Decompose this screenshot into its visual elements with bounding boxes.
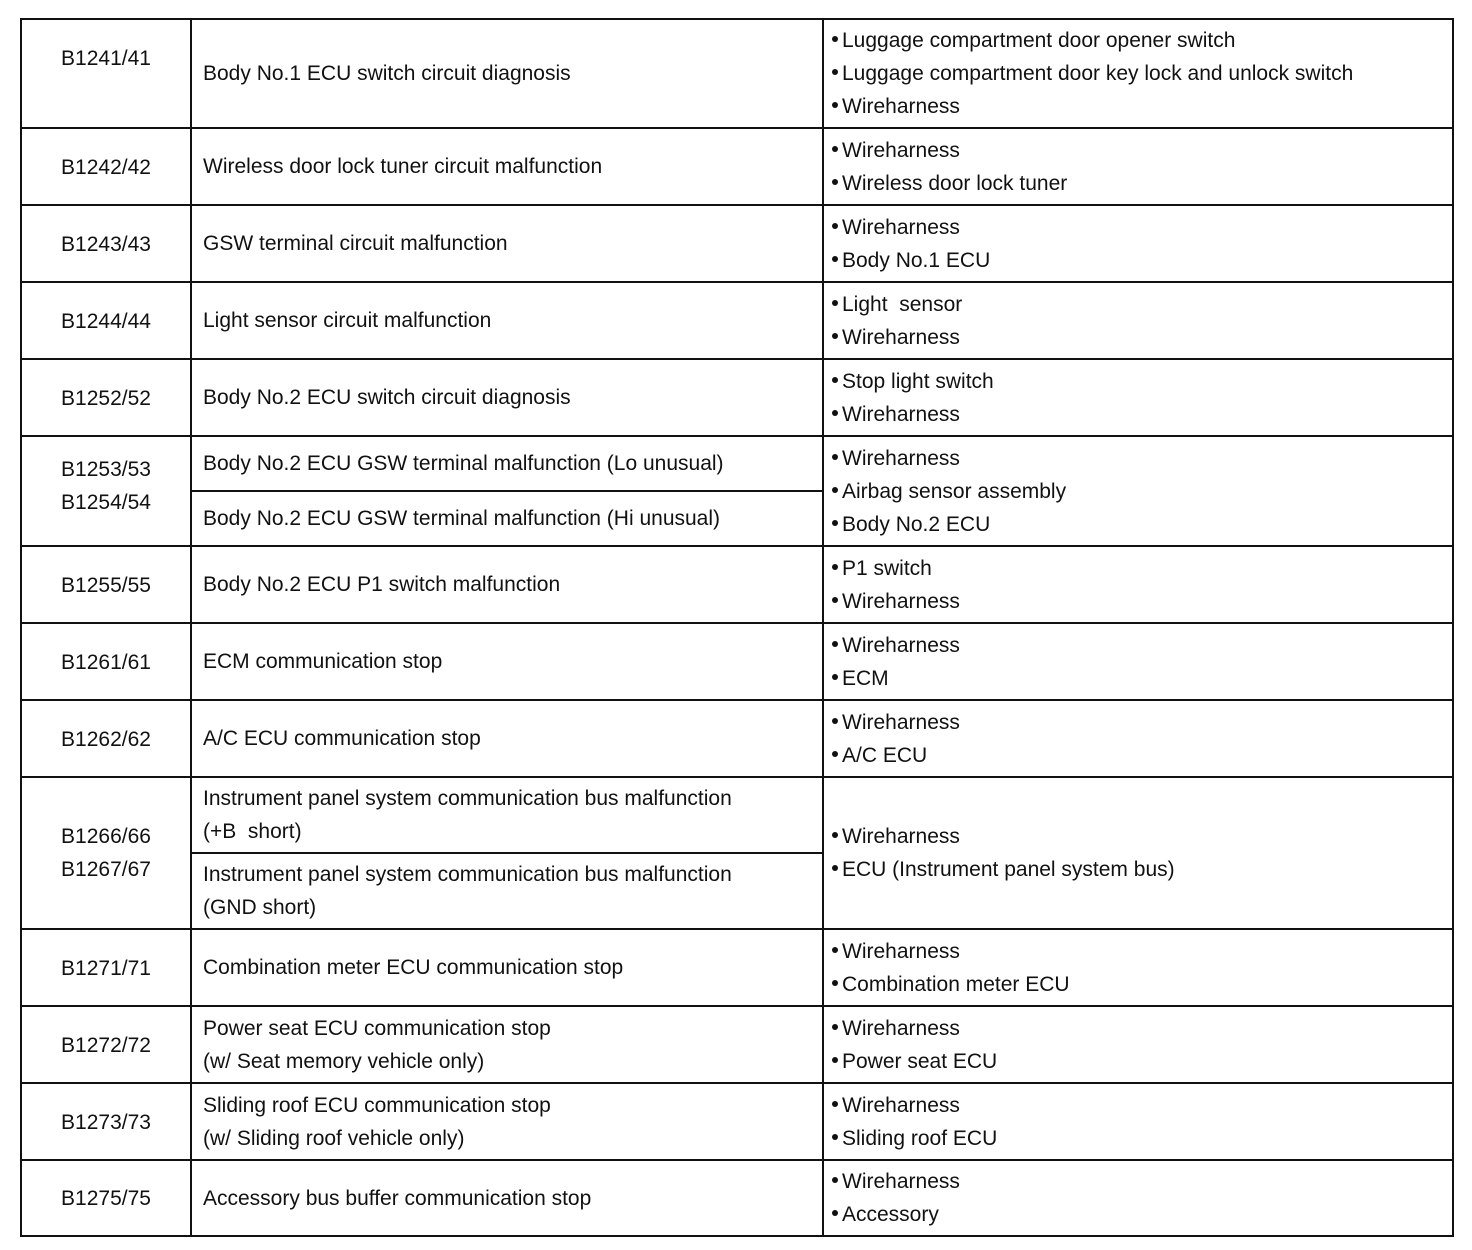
description-cell [191, 777, 823, 853]
list-item [832, 739, 1442, 772]
description-text: A/C ECU communication stop [203, 727, 481, 750]
bullet-icon [832, 179, 838, 185]
trouble-area-text: Combination meter ECU [842, 972, 1070, 996]
trouble-area-cell [823, 700, 1453, 777]
trouble-area-text: Wireharness [842, 1170, 960, 1193]
dtc-code: B1254/54 [61, 491, 151, 514]
trouble-area-cell [823, 623, 1453, 700]
description-cell [191, 128, 823, 205]
dtc-code-cell [21, 546, 191, 623]
description-cell [191, 359, 823, 436]
dtc-code-cell [21, 205, 191, 282]
trouble-area-text: ECU (Instrument panel system bus) [842, 858, 1175, 881]
dtc-code: B1267/67 [61, 858, 151, 881]
dtc-code: B1243/43 [61, 233, 151, 256]
list-item [832, 853, 1442, 886]
trouble-area-list [832, 24, 1442, 123]
table-row [21, 1006, 1453, 1083]
trouble-area-list [832, 365, 1442, 431]
description-text: (w/ Seat memory vehicle only) [203, 1049, 485, 1073]
table-row [21, 546, 1453, 623]
dtc-code-cell [21, 436, 191, 546]
list-item [832, 552, 1442, 585]
dtc-code: B1241/41 [61, 47, 151, 70]
trouble-area-text: Wireharness [842, 1093, 960, 1117]
description-text: GSW terminal circuit malfunction [203, 232, 508, 255]
dtc-code-cell [21, 777, 191, 929]
trouble-area-text: Wireharness [842, 1016, 960, 1040]
description-cell [191, 700, 823, 777]
dtc-code: B1273/73 [61, 1111, 151, 1134]
trouble-area-cell [823, 929, 1453, 1006]
trouble-area-text: Wireharness [842, 95, 960, 118]
trouble-area-text: Light sensor [842, 292, 963, 316]
bullet-icon [832, 980, 838, 986]
description-cell [191, 853, 823, 929]
bullet-icon [832, 641, 838, 647]
dtc-table [20, 18, 1454, 1237]
trouble-area-text: Wireharness [842, 589, 960, 613]
bullet-icon [832, 487, 838, 493]
list-item [832, 508, 1442, 541]
trouble-area-cell [823, 205, 1453, 282]
description-text: Instrument panel system communication bus malfunction [203, 787, 732, 810]
dtc-code: B1244/44 [61, 310, 151, 333]
description-text: Wireless door lock tuner circuit malfunction [203, 155, 603, 178]
table-row [21, 359, 1453, 436]
trouble-area-text: Stop light switch [842, 369, 994, 393]
dtc-code: B1252/52 [61, 387, 151, 410]
trouble-area-text: Airbag sensor assembly [842, 479, 1067, 503]
table-row [21, 700, 1453, 777]
description-text: Light sensor circuit malfunction [203, 309, 492, 332]
description-cell [191, 623, 823, 700]
trouble-area-list [832, 442, 1442, 541]
dtc-code-cell [21, 929, 191, 1006]
trouble-area-text: Wireharness [842, 939, 960, 963]
description-cell [191, 205, 823, 282]
trouble-area-text: ECM [842, 666, 889, 690]
trouble-area-list [832, 935, 1442, 1001]
description-cell [191, 546, 823, 623]
trouble-area-text: Luggage compartment door opener switch [842, 29, 1236, 52]
table-row [21, 929, 1453, 1006]
list-item [832, 321, 1442, 354]
trouble-area-text: Wireharness [842, 138, 960, 162]
bullet-icon [832, 1057, 838, 1063]
description-text: (+B short) [203, 820, 302, 843]
trouble-area-cell [823, 282, 1453, 359]
description-cell [191, 491, 823, 546]
dtc-code: B1275/75 [61, 1186, 151, 1210]
trouble-area-text: Wireharness [842, 446, 960, 470]
trouble-area-text: Power seat ECU [842, 1049, 998, 1073]
list-item [832, 585, 1442, 618]
trouble-area-cell [823, 359, 1453, 436]
trouble-area-cell [823, 546, 1453, 623]
list-item [832, 24, 1442, 57]
trouble-area-list [832, 288, 1442, 354]
table-row [21, 205, 1453, 282]
dtc-code-cell [21, 282, 191, 359]
description-cell [191, 1160, 823, 1236]
description-cell [191, 19, 823, 128]
description-text: Body No.1 ECU switch circuit diagnosis [203, 62, 571, 85]
bullet-icon [832, 333, 838, 339]
description-cell [191, 1006, 823, 1083]
bullet-icon [832, 564, 838, 570]
bullet-icon [832, 69, 838, 75]
dtc-code-cell [21, 1160, 191, 1236]
list-item [832, 244, 1442, 277]
table-row [21, 282, 1453, 359]
table-row [21, 1160, 1453, 1236]
dtc-code: B1255/55 [61, 574, 151, 597]
table-row [21, 128, 1453, 205]
table-row [21, 777, 1453, 853]
trouble-area-cell [823, 1006, 1453, 1083]
dtc-code-cell [21, 359, 191, 436]
list-item [832, 662, 1442, 695]
trouble-area-list [832, 629, 1442, 695]
list-item [832, 1198, 1442, 1231]
description-text: Body No.2 ECU switch circuit diagnosis [203, 386, 571, 409]
trouble-area-list [832, 552, 1442, 618]
list-item [832, 1122, 1442, 1155]
bullet-icon [832, 865, 838, 871]
trouble-area-cell [823, 128, 1453, 205]
trouble-area-list [832, 1012, 1442, 1078]
dtc-code: B1272/72 [61, 1034, 151, 1057]
list-item [832, 820, 1442, 853]
trouble-area-list [832, 820, 1442, 886]
trouble-area-text: A/C ECU [842, 743, 928, 767]
trouble-area-list [832, 1089, 1442, 1155]
trouble-area-text: Wireharness [842, 825, 960, 848]
trouble-area-cell [823, 777, 1453, 929]
trouble-area-text: Wireharness [842, 710, 960, 734]
bullet-icon [832, 1177, 838, 1183]
trouble-area-list [832, 211, 1442, 277]
bullet-icon [832, 223, 838, 229]
list-item [832, 935, 1442, 968]
bullet-icon [832, 36, 838, 42]
bullet-icon [832, 597, 838, 603]
bullet-icon [832, 377, 838, 383]
description-text: Sliding roof ECU communication stop [203, 1093, 551, 1117]
bullet-icon [832, 1134, 838, 1140]
bullet-icon [832, 947, 838, 953]
description-cell [191, 1083, 823, 1160]
description-text: Accessory bus buffer communication stop [203, 1186, 592, 1210]
trouble-area-list [832, 1165, 1442, 1231]
table-row [21, 19, 1453, 128]
bullet-icon [832, 146, 838, 152]
list-item [832, 90, 1442, 123]
list-item [832, 1165, 1442, 1198]
list-item [832, 475, 1442, 508]
bullet-icon [832, 410, 838, 416]
bullet-icon [832, 718, 838, 724]
trouble-area-text: Body No.2 ECU [842, 512, 991, 536]
list-item [832, 1089, 1442, 1122]
list-item [832, 706, 1442, 739]
bullet-icon [832, 520, 838, 526]
trouble-area-text: Accessory [842, 1203, 939, 1226]
list-item [832, 57, 1442, 90]
list-item [832, 1012, 1442, 1045]
trouble-area-cell [823, 436, 1453, 546]
trouble-area-cell [823, 19, 1453, 128]
bullet-icon [832, 1210, 838, 1216]
dtc-code: B1271/71 [61, 957, 151, 980]
list-item [832, 1045, 1442, 1078]
description-cell [191, 929, 823, 1006]
dtc-code-cell [21, 1006, 191, 1083]
list-item [832, 629, 1442, 662]
bullet-icon [832, 832, 838, 838]
bullet-icon [832, 454, 838, 460]
list-item [832, 442, 1442, 475]
list-item [832, 365, 1442, 398]
dtc-code: B1242/42 [61, 156, 151, 179]
list-item [832, 134, 1442, 167]
table-row [21, 1083, 1453, 1160]
bullet-icon [832, 1024, 838, 1030]
trouble-area-text: Wireharness [842, 633, 960, 657]
bullet-icon [832, 300, 838, 306]
list-item [832, 167, 1442, 200]
dtc-table-body [21, 19, 1453, 1236]
trouble-area-text: Wireharness [842, 325, 960, 349]
dtc-code-cell [21, 623, 191, 700]
dtc-code: B1253/53 [61, 458, 151, 481]
description-cell [191, 436, 823, 491]
trouble-area-cell [823, 1083, 1453, 1160]
dtc-code: B1262/62 [61, 728, 151, 751]
description-text: Body No.2 ECU P1 switch malfunction [203, 573, 561, 596]
trouble-area-text: P1 switch [842, 556, 932, 580]
dtc-code: B1261/61 [61, 651, 151, 674]
bullet-icon [832, 751, 838, 757]
description-text: (w/ Sliding roof vehicle only) [203, 1126, 465, 1150]
list-item [832, 211, 1442, 244]
description-cell [191, 282, 823, 359]
trouble-area-text: Wireless door lock tuner [842, 171, 1068, 195]
trouble-area-cell [823, 1160, 1453, 1236]
trouble-area-text: Wireharness [842, 402, 960, 426]
list-item [832, 288, 1442, 321]
bullet-icon [832, 1101, 838, 1107]
trouble-area-text: Luggage compartment door key lock and unlock switch [842, 62, 1354, 85]
dtc-code-cell [21, 1083, 191, 1160]
description-text: (GND short) [203, 896, 317, 919]
trouble-area-text: Wireharness [842, 215, 960, 239]
dtc-code: B1266/66 [61, 825, 151, 848]
table-row [21, 436, 1453, 491]
list-item [832, 398, 1442, 431]
trouble-area-list [832, 706, 1442, 772]
description-text: Body No.2 ECU GSW terminal malfunction (Hi unusual) [203, 507, 721, 530]
description-text: Power seat ECU communication stop [203, 1016, 551, 1040]
trouble-area-list [832, 134, 1442, 200]
description-text: Instrument panel system communication bus malfunction [203, 863, 732, 886]
trouble-area-text: Sliding roof ECU [842, 1126, 998, 1150]
description-text: ECM communication stop [203, 650, 443, 673]
bullet-icon [832, 674, 838, 680]
description-text: Combination meter ECU communication stop [203, 956, 624, 979]
dtc-code-cell [21, 19, 191, 128]
table-row [21, 623, 1453, 700]
bullet-icon [832, 256, 838, 262]
description-text: Body No.2 ECU GSW terminal malfunction (Lo unusual) [203, 452, 724, 475]
bullet-icon [832, 102, 838, 108]
dtc-code-cell [21, 128, 191, 205]
trouble-area-text: Body No.1 ECU [842, 248, 991, 272]
list-item [832, 968, 1442, 1001]
dtc-code-cell [21, 700, 191, 777]
